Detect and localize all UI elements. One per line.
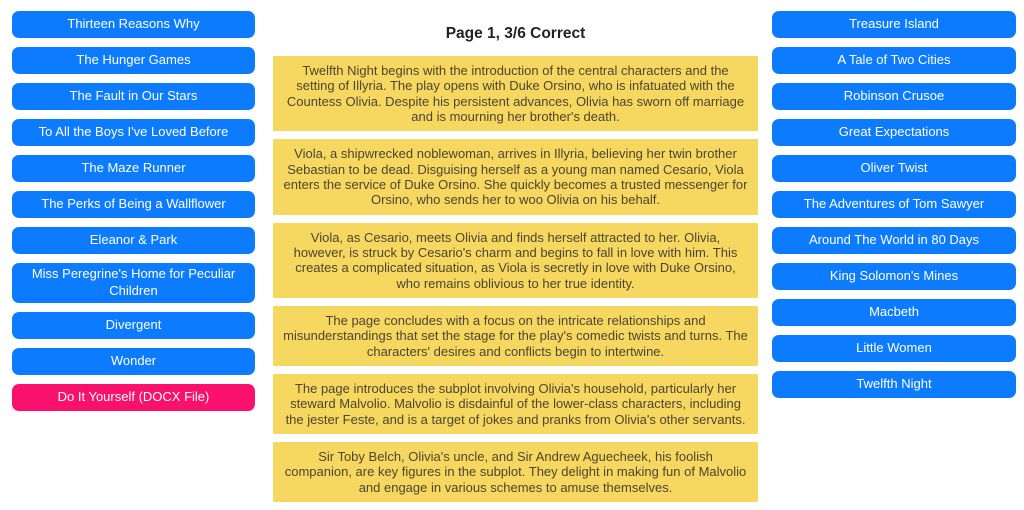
passage-card-3[interactable]: Viola, as Cesario, meets Olivia and finds herself attracted to her. Olivia, however, is struck by Cesario's charm and begins to fall in love with him. This creates a complicated situation, as Viola is secretly in love with Duke Orsino, who remains oblivious to her true identity.: [273, 223, 758, 298]
book-option-macbeth[interactable]: Macbeth: [772, 299, 1016, 326]
book-option-great-expectations[interactable]: Great Expectations: [772, 119, 1016, 146]
book-option-wonder[interactable]: Wonder: [12, 348, 255, 375]
passage-card-4[interactable]: The page concludes with a focus on the intricate relationships and misunderstandings that set the stage for the play's comedic twists and turns. The characters' desires and conflicts begin to intertwine.: [273, 306, 758, 366]
book-option-around-the-world-in-80-days[interactable]: Around The World in 80 Days: [772, 227, 1016, 254]
book-option-divergent[interactable]: Divergent: [12, 312, 255, 339]
book-option-little-women[interactable]: Little Women: [772, 335, 1016, 362]
docx-download-button[interactable]: Do It Yourself (DOCX File): [12, 384, 255, 411]
book-option-oliver-twist[interactable]: Oliver Twist: [772, 155, 1016, 182]
book-option-a-tale-of-two-cities[interactable]: A Tale of Two Cities: [772, 47, 1016, 74]
book-option-eleanor-and-park[interactable]: Eleanor & Park: [12, 227, 255, 254]
passage-card-6[interactable]: Sir Toby Belch, Olivia's uncle, and Sir Andrew Aguecheek, his foolish companion, are key figures in the subplot. They delight in making fun of Malvolio and engage in various schemes to amuse themselves.: [273, 442, 758, 502]
book-option-perks-of-being-a-wallflower[interactable]: The Perks of Being a Wallflower: [12, 191, 255, 218]
book-option-miss-peregrines-home[interactable]: Miss Peregrine's Home for Peculiar Children: [12, 263, 255, 303]
book-option-the-fault-in-our-stars[interactable]: The Fault in Our Stars: [12, 83, 255, 110]
book-option-robinson-crusoe[interactable]: Robinson Crusoe: [772, 83, 1016, 110]
book-option-to-all-the-boys[interactable]: To All the Boys I've Loved Before: [12, 119, 255, 146]
book-option-treasure-island[interactable]: Treasure Island: [772, 11, 1016, 38]
book-option-the-hunger-games[interactable]: The Hunger Games: [12, 47, 255, 74]
book-option-the-maze-runner[interactable]: The Maze Runner: [12, 155, 255, 182]
left-answer-column: [12, 11, 255, 420]
book-option-adventures-of-tom-sawyer[interactable]: The Adventures of Tom Sawyer: [772, 191, 1016, 218]
book-option-king-solomons-mines[interactable]: King Solomon's Mines: [772, 263, 1016, 290]
passage-card-5[interactable]: The page introduces the subplot involving Olivia's household, particularly her steward Malvolio. Malvolio is disdainful of the lower-class characters, including the jester Feste, and is a target of jokes and pranks from Olivia's other servants.: [273, 374, 758, 434]
book-option-thirteen-reasons-why[interactable]: Thirteen Reasons Why: [12, 11, 255, 38]
passage-column: [273, 0, 758, 510]
passage-card-2[interactable]: Viola, a shipwrecked noblewoman, arrives in Illyria, believing her twin brother Sebastian to be dead. Disguising herself as a young man named Cesario, Viola enters the service of Duke Orsino. She quickly becomes a trusted messenger for Orsino, who sends her to woo Olivia on his behalf.: [273, 139, 758, 214]
passage-card-1[interactable]: Twelfth Night begins with the introduction of the central characters and the setting of Illyria. The play opens with Duke Orsino, who is infatuated with the Countess Olivia. Despite his persistent advances, Olivia has sworn off marriage and is mourning her brother's death.: [273, 56, 758, 131]
right-answer-column: [772, 11, 1016, 407]
page-title: Page 1, 3/6 Correct: [445, 25, 586, 42]
book-option-twelfth-night[interactable]: Twelfth Night: [772, 371, 1016, 398]
